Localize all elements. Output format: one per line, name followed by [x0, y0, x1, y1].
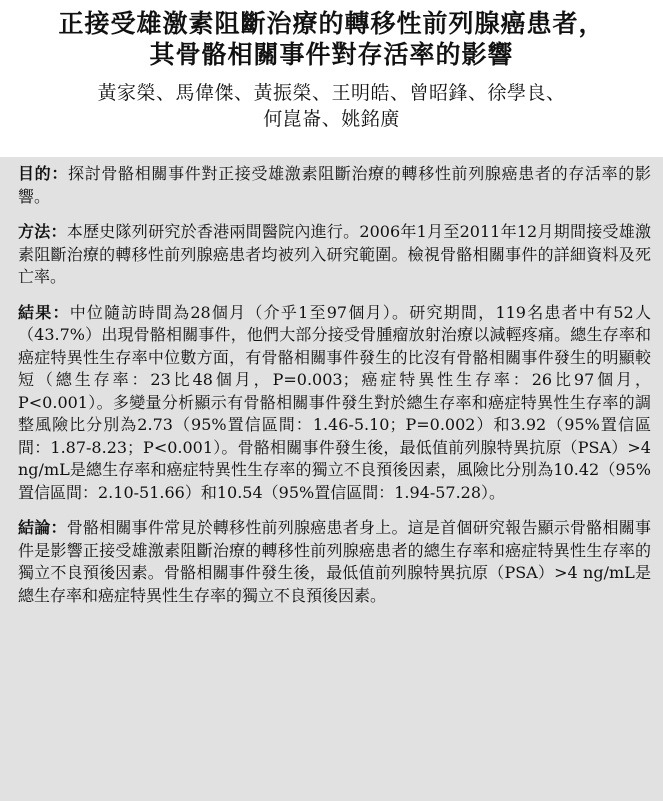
title-line-1: 正接受雄激素阻斷治療的轉移性前列腺癌患者，: [58, 9, 605, 38]
article-header: [0, 0, 663, 132]
authors-line-1: 黃家榮、馬偉傑、黃振榮、王明皓、曾昭鋒、徐學良、: [97, 82, 566, 104]
results-section: [18, 302, 651, 505]
objective-text: 探討骨骼相關事件對正接受雄激素阻斷治療的轉移性前列腺癌患者的存活率的影響。: [18, 164, 651, 206]
methods-heading: 方法：: [18, 222, 67, 241]
author-list: [10, 80, 653, 132]
methods-section: [18, 221, 651, 289]
conclusion-text: 骨骼相關事件常見於轉移性前列腺癌患者身上。這是首個研究報告顯示骨骼相關事件是影響正接受雄激素阻斷治療的轉移性前列腺癌患者的總生存率和癌症特異性生存率的獨立不良預後因素。骨骼相關事件發生後，最低值前列腺特異抗原（PSA）>4 ng/mL是總生存率和癌症特異性生存率的獨立不良預後因素。: [18, 518, 651, 605]
methods-text: 本歷史隊列研究於香港兩間醫院內進行。2006年1月至2011年12月期間接受雄激素阻斷治療的轉移性前列腺癌患者均被列入研究範圍。檢視骨骼相關事件的詳細資料及死亡率。: [18, 222, 651, 286]
results-text: 中位隨訪時間為28個月（介乎1至97個月）。研究期間，119名患者中有52人（43.7%）出現骨骼相關事件，他們大部分接受骨腫瘤放射治療以減輕疼痛。總生存率和癌症特異性生存率中位數方面，有骨骼相關事件發生的比沒有骨骼相關事件發生的明顯較短（總生存率：23比48個月，P=0.003；癌症特異性生存率：26比97個月，P<0.001）。多變量分析顯示有骨骼相關事件發生對於總生存率和癌症特異性生存率的調整風險比分別為2.73（95%置信區間：1.46-5.10；P=0.002）和3.92（95%置信區間：1.87-8.23；P<0.001）。骨骼相關事件發生後，最低值前列腺特異抗原（PSA）>4 ng/mL是總生存率和癌症特異性生存率的獨立不良預後因素，風險比分別為10.42（95%置信區間：2.10-51.66）和10.54（95%置信區間：1.94-57.28）。: [18, 302, 651, 502]
results-heading: 結果：: [18, 302, 70, 322]
abstract-box: [0, 157, 663, 801]
authors-line-2: 何崑崙、姚銘廣: [263, 108, 400, 130]
article-title: [10, 8, 653, 70]
conclusion-heading: 結論：: [18, 518, 67, 537]
conclusion-section: [18, 517, 651, 607]
title-line-2: 其骨骼相關事件對存活率的影響: [149, 40, 514, 69]
objective-heading: 目的：: [18, 164, 69, 183]
objective-section: [18, 163, 651, 208]
